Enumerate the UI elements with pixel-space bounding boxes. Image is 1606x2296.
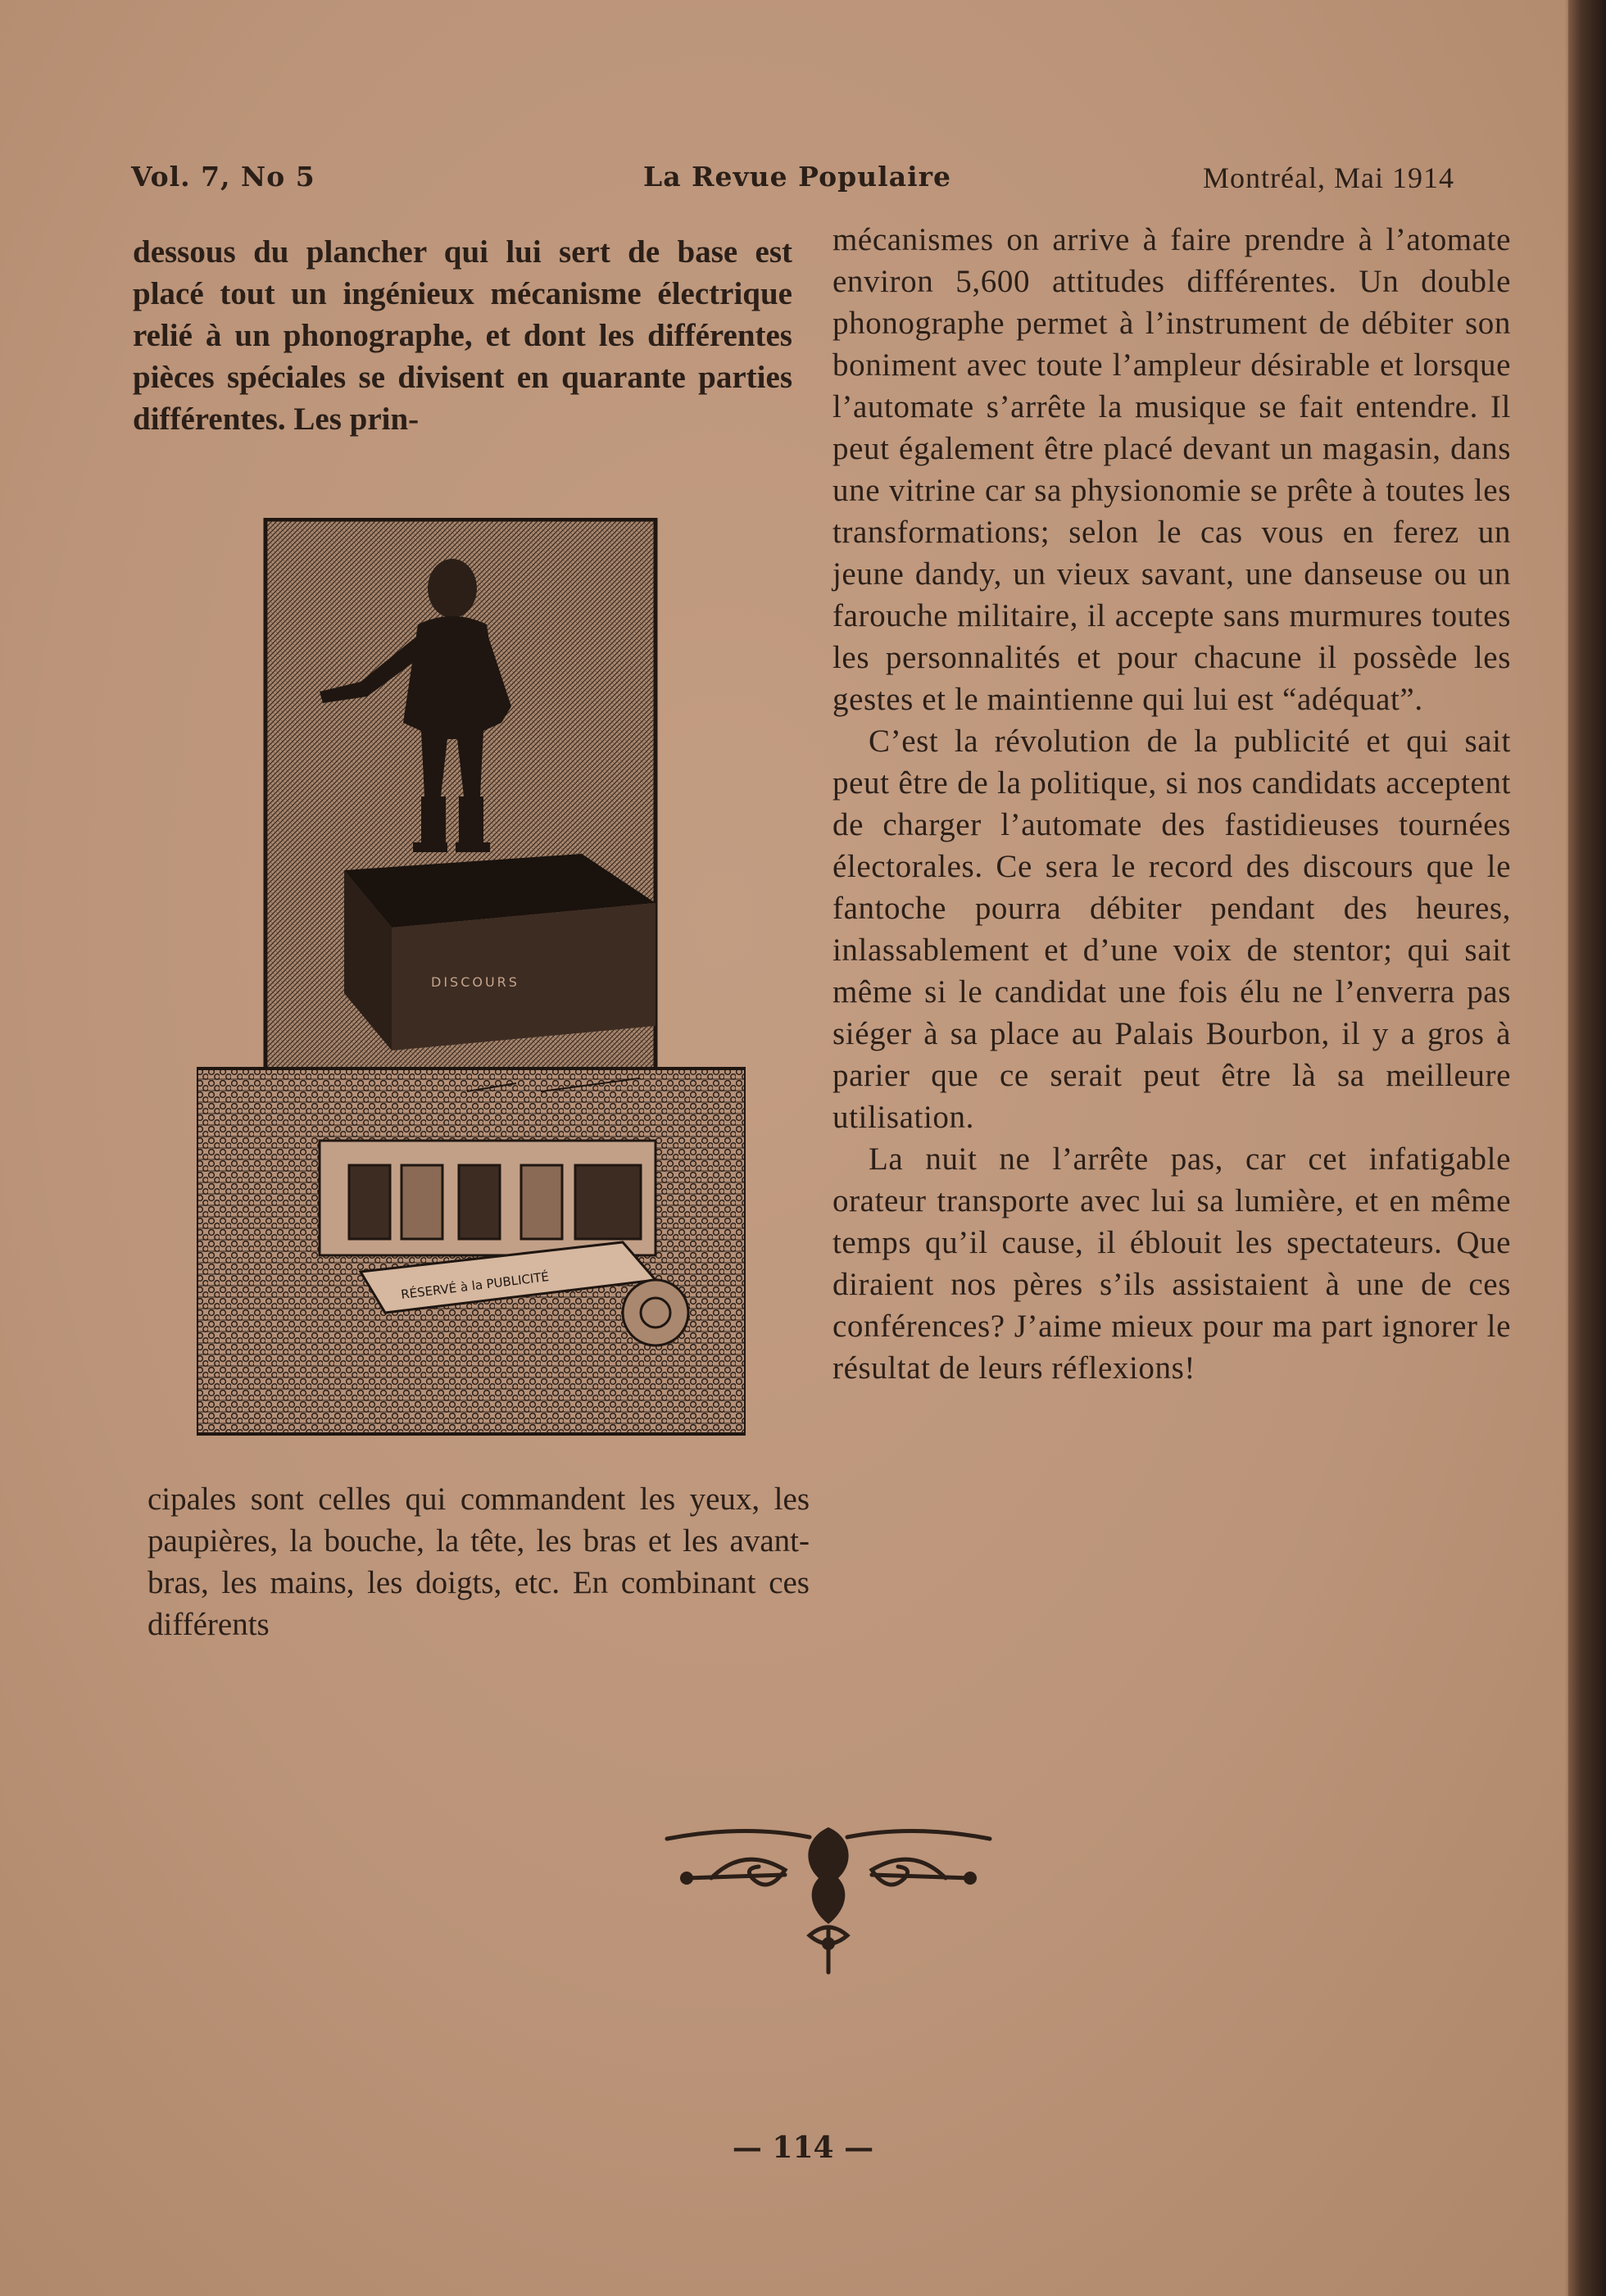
decorative-fleuron-icon — [662, 1821, 995, 1976]
automaton-illustration — [197, 518, 746, 1436]
left-column-bottom-paragraph: cipales sont celles qui commandent les yeux, les paupières, la bouche, la tête, les bras et les avant-bras, les mains, les doigts, etc. En combinant ces différents — [147, 1482, 810, 1642]
book-spine — [1568, 0, 1606, 2296]
header-date: Montréal, Mai 1914 — [1203, 161, 1454, 194]
left-column-top-paragraph: dessous du plancher qui lui sert de base est placé tout un ingénieux mécanisme électrique relié à un phonographe, et dont les différentes pièces spéciales se divisent en quarante parties différentes. Les prin- — [133, 234, 792, 437]
header-title: La Revue Populaire — [643, 161, 951, 193]
car-banner-label: RÉSERVÉ à la PUBLICITÉ — [400, 1268, 550, 1302]
right-column-paragraph-3: La nuit ne l’arrête pas, car cet infatigable orateur transporte avec lui sa lumière, et en même temps qu’il cause, il éblouit les spectateurs. Que diraient nos pères s’ils assistaient à une de ces conférences? J’aime mieux pour ma part ignorer le résultat de leurs réflexions! — [832, 1141, 1511, 1386]
pedestal-icon — [344, 854, 656, 1050]
pedestal-label: DISCOURS — [431, 974, 519, 990]
right-column-paragraph-1: mécanismes on arrive à faire prendre à l’atomate environ 5,600 attitudes différentes. Un double phonographe permet à l’instrument de débiter son boniment avec toute l’ampleur désirable et lorsque l’automate s’arrête la musique se fait entendre. Il peut également être placé devant un magasin, dans une vitrine car sa physionomie se prête à toutes les transformations; selon le cas vous en ferez un jeune dandy, un vieux savant, une danseuse ou un farouche militaire, il accepte sans murmures toutes les personnalités et pour chacune il possède les gestes et le maintienne qui lui est “adéquat”. — [832, 222, 1511, 717]
right-column-paragraph-2: C’est la révolution de la publicité et qui sait peut être de la politique, si nos candidats acceptent de charger l’automate des fastidieuses tournées électorales. Ce sera le record des discours que le fantoche pourra débiter pendant des heures, inlassablement et d’une voix de stentor; qui sait même si le candidat une fois élu ne l’enverra pas siéger à sa place au Palais Bourbon, il y a gros à parier que ce serait peut être là sa meilleure utilisation. — [832, 724, 1511, 1135]
right-column — [832, 219, 1511, 1389]
left-column-top — [133, 231, 792, 440]
header-volume: Vol. 7, No 5 — [131, 161, 315, 193]
page-number: — 114 — — [732, 2130, 874, 2165]
left-column-bottom — [147, 1478, 810, 1645]
